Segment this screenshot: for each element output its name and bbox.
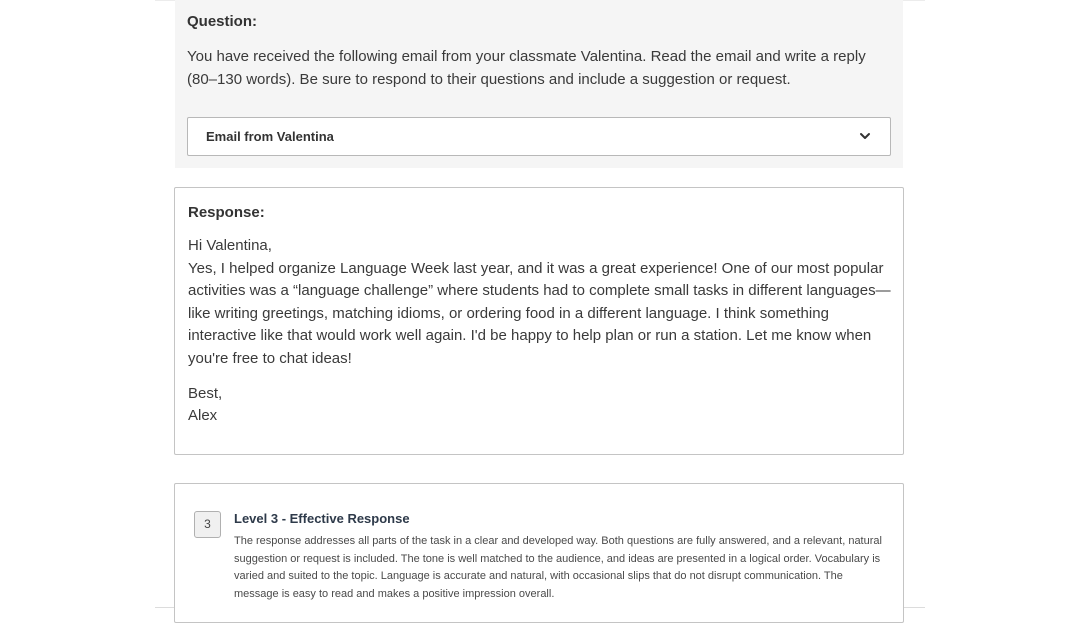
question-label: Question: xyxy=(187,13,257,30)
response-signature: Alex xyxy=(188,407,218,425)
chevron-down-icon xyxy=(859,130,871,142)
question-card xyxy=(175,0,903,168)
response-greeting: Hi Valentina, xyxy=(188,237,272,254)
level-description: The response addresses all parts of the task in a clear and developed way. Both questions are fully answered, and a relevant, natural suggestion or request is included. The tone is well matched to the audience, and ideas are presented in a logical order. Vocabulary is varied and suited to the topic. Language is accurate and natural, with occasional slips that do not disrupt communication. The message is easy to read and makes a positive impression overall. xyxy=(234,535,882,600)
email-dropdown-label: Email from Valentina xyxy=(206,129,334,144)
response-card xyxy=(174,187,904,455)
response-label: Response: xyxy=(188,204,265,221)
level-card xyxy=(174,483,904,623)
question-text: You have received the following email from your classmate Valentina. Read the email and write a reply (80–130 words). Be sure to respond to their questions and include a suggestion or request. xyxy=(187,48,866,88)
email-dropdown[interactable] xyxy=(187,117,891,156)
level-title: Level 3 - Effective Response xyxy=(234,511,410,526)
response-paragraph: Yes, I helped organize Language Week last year, and it was a great experience! One of our most popular activities was a “language challenge” where students had to complete small tasks in different languages—like writing greetings, matching idioms, or ordering food in a different language. I think something interactive like that would work well again. I'd be happy to help plan or run a station. Let me know when you're free to chat ideas! xyxy=(188,259,891,367)
response-closing: Best, xyxy=(188,384,223,402)
level-badge: 3 xyxy=(194,511,221,538)
response-body xyxy=(188,235,891,428)
